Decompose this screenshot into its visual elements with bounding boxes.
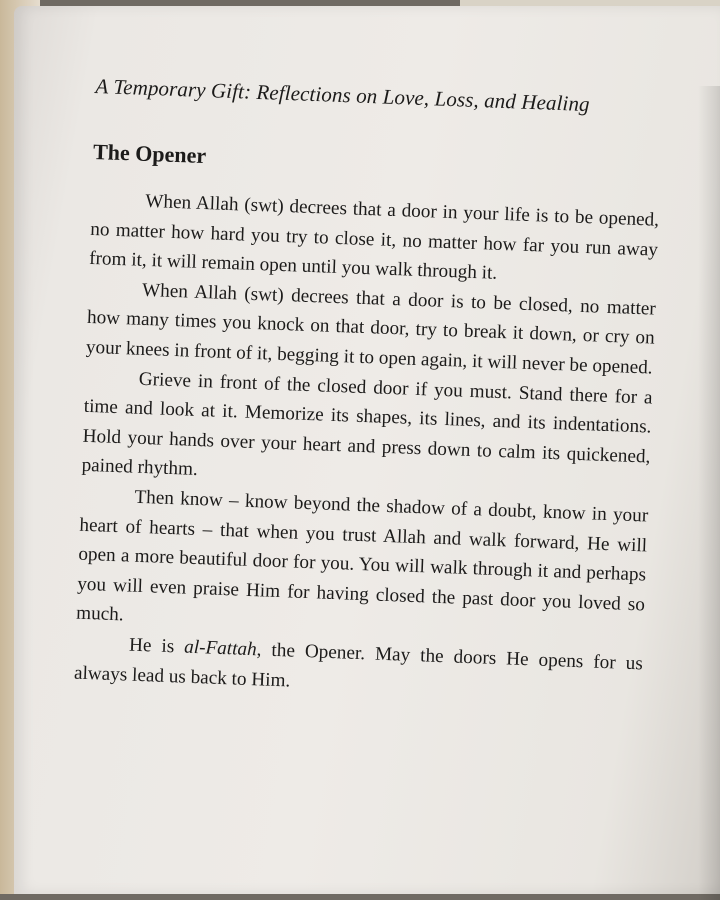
paragraph-1: When Allah (swt) decrees that a door in your life is to be opened, no matter how hard you try to close it, no matter how far you run away from it, it will remain open until you walk through it.: [88, 190, 660, 285]
paragraph-5-italic: al-Fattah: [183, 636, 258, 661]
paragraph-3: Grieve in front of the closed door if you must. Stand there for a time and look at it. Memorize its shapes, its lines, and its indentations. Hold your hands over your heart and press down to calm its quickened, pained rhythm.: [81, 368, 653, 481]
paragraph-2: When Allah (swt) decrees that a door is to be closed, no matter how many times you knock on that door, try to break it down, or cry on your knees in front of it, begging it to open again, it will never be opened.: [85, 279, 657, 379]
paragraph-5-start: He is: [128, 634, 185, 658]
paragraph-5-end: , the Opener. May the doors He opens for us always lead us back to Him.: [73, 639, 644, 692]
page-edge-shadow: [698, 86, 720, 900]
page-content: [73, 74, 663, 708]
paragraph-4: Then know – know beyond the shadow of a doubt, know in your heart of hearts – that when you trust Allah and walk forward, He will open a more beautiful door for you. You will walk through it and perhaps you will even praise Him for having closed the past door you loved so much.: [75, 486, 649, 626]
running-head: A Temporary Gift: Reflections on Love, Loss, and Healing: [95, 74, 591, 117]
chapter-title: The Opener: [92, 138, 207, 169]
